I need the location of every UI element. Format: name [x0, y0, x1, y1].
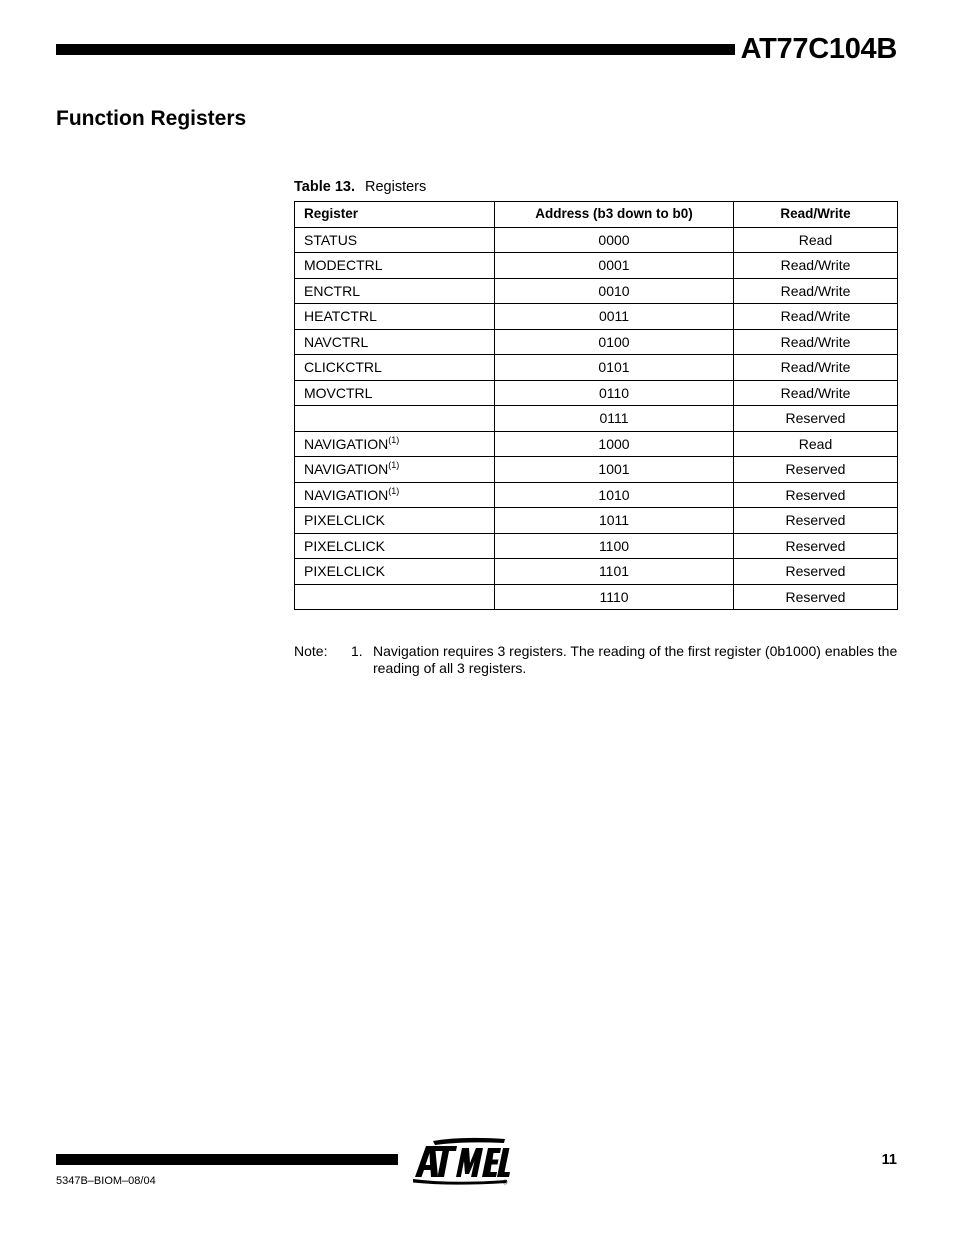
register-name-cell: [295, 584, 495, 610]
register-name-cell: [295, 329, 495, 355]
register-name-cell: [295, 253, 495, 279]
table-row: [295, 329, 898, 355]
register-name: PIXELCLICK: [304, 563, 385, 580]
register-address-cell: 0111: [495, 406, 734, 432]
register-name: PIXELCLICK: [304, 512, 385, 529]
register-name-cell: [295, 304, 495, 330]
table-row: [295, 584, 898, 610]
register-address-cell: 1010: [495, 482, 734, 508]
table-note: [294, 643, 900, 677]
register-address-cell: 1011: [495, 508, 734, 534]
table-body: [295, 227, 898, 610]
register-address-cell: 1000: [495, 431, 734, 457]
register-access-cell: Reserved: [734, 482, 898, 508]
table-row: [295, 508, 898, 534]
column-header-register: Register: [295, 202, 495, 228]
register-name-cell: [295, 482, 495, 508]
register-name-cell: [295, 227, 495, 253]
atmel-logo: [411, 1137, 511, 1185]
table-row: [295, 355, 898, 381]
section-heading: Function Registers: [56, 107, 247, 130]
register-name-cell: [295, 278, 495, 304]
table-row: [295, 431, 898, 457]
register-name-cell: [295, 406, 495, 432]
register-address-cell: 1100: [495, 533, 734, 559]
register-address-cell: 0101: [495, 355, 734, 381]
register-name: NAVIGATION: [304, 461, 389, 478]
register-name-cell: [295, 431, 495, 457]
register-name: MOVCTRL: [304, 384, 373, 401]
register-name-cell: [295, 533, 495, 559]
register-address-cell: 1001: [495, 457, 734, 483]
register-access-cell: Reserved: [734, 559, 898, 585]
table-row: [295, 559, 898, 585]
footnote-reference: (1): [388, 434, 400, 445]
register-address-cell: 0001: [495, 253, 734, 279]
table-row: [295, 457, 898, 483]
registered-mark: ®: [503, 1180, 508, 1185]
register-access-cell: Read/Write: [734, 329, 898, 355]
table-row: [295, 482, 898, 508]
register-access-cell: Reserved: [734, 533, 898, 559]
register-name-cell: [295, 457, 495, 483]
register-name-cell: [295, 355, 495, 381]
footnote-reference: (1): [388, 460, 400, 471]
register-name: STATUS: [304, 231, 358, 248]
register-name-cell: [295, 559, 495, 585]
table-row: [295, 533, 898, 559]
register-access-cell: Read: [734, 227, 898, 253]
table-header-row: [295, 202, 898, 228]
register-address-cell: 0110: [495, 380, 734, 406]
footnote-reference: (1): [388, 485, 400, 496]
table-row: [295, 406, 898, 432]
register-address-cell: 1101: [495, 559, 734, 585]
document-code: 5347B–BIOM–08/04: [56, 1175, 156, 1187]
register-name-cell: [295, 380, 495, 406]
register-name: ENCTRL: [304, 282, 361, 299]
register-name: HEATCTRL: [304, 308, 377, 325]
register-address-cell: 0000: [495, 227, 734, 253]
table-row: [295, 380, 898, 406]
table-row: [295, 278, 898, 304]
register-name: NAVIGATION: [304, 435, 389, 452]
register-access-cell: Read/Write: [734, 253, 898, 279]
register-name: NAVCTRL: [304, 333, 369, 350]
register-name-cell: [295, 508, 495, 534]
register-name: MODECTRL: [304, 257, 383, 274]
register-name: NAVIGATION: [304, 486, 389, 503]
register-access-cell: Read/Write: [734, 355, 898, 381]
register-access-cell: Read/Write: [734, 380, 898, 406]
column-header-address: Address (b3 down to b0): [495, 202, 734, 228]
footer-rule: [56, 1154, 398, 1165]
register-access-cell: Reserved: [734, 457, 898, 483]
register-address-cell: 1110: [495, 584, 734, 610]
register-address-cell: 0100: [495, 329, 734, 355]
table-caption: [294, 178, 426, 196]
header-rule: [56, 44, 735, 55]
register-address-cell: 0011: [495, 304, 734, 330]
registers-table: [294, 201, 898, 610]
column-header-read-write: Read/Write: [734, 202, 898, 228]
table-caption-title: Registers: [365, 179, 427, 195]
register-name: CLICKCTRL: [304, 359, 382, 376]
note-label: Note:: [294, 643, 328, 659]
table-row: [295, 304, 898, 330]
table-row: [295, 253, 898, 279]
document-title: AT77C104B: [740, 33, 897, 65]
note-text: Navigation requires 3 registers. The reading of the first register (0b1000) enables the reading of all 3 registers.: [373, 643, 898, 676]
table-row: [295, 227, 898, 253]
page-number: 11: [881, 1152, 897, 1168]
register-access-cell: Reserved: [734, 406, 898, 432]
register-access-cell: Read/Write: [734, 304, 898, 330]
note-number: 1.: [351, 643, 363, 659]
register-access-cell: Reserved: [734, 584, 898, 610]
register-address-cell: 0010: [495, 278, 734, 304]
table-caption-label: Table 13.: [294, 179, 355, 195]
register-access-cell: Read: [734, 431, 898, 457]
register-name: PIXELCLICK: [304, 537, 385, 554]
register-access-cell: Read/Write: [734, 278, 898, 304]
register-access-cell: Reserved: [734, 508, 898, 534]
